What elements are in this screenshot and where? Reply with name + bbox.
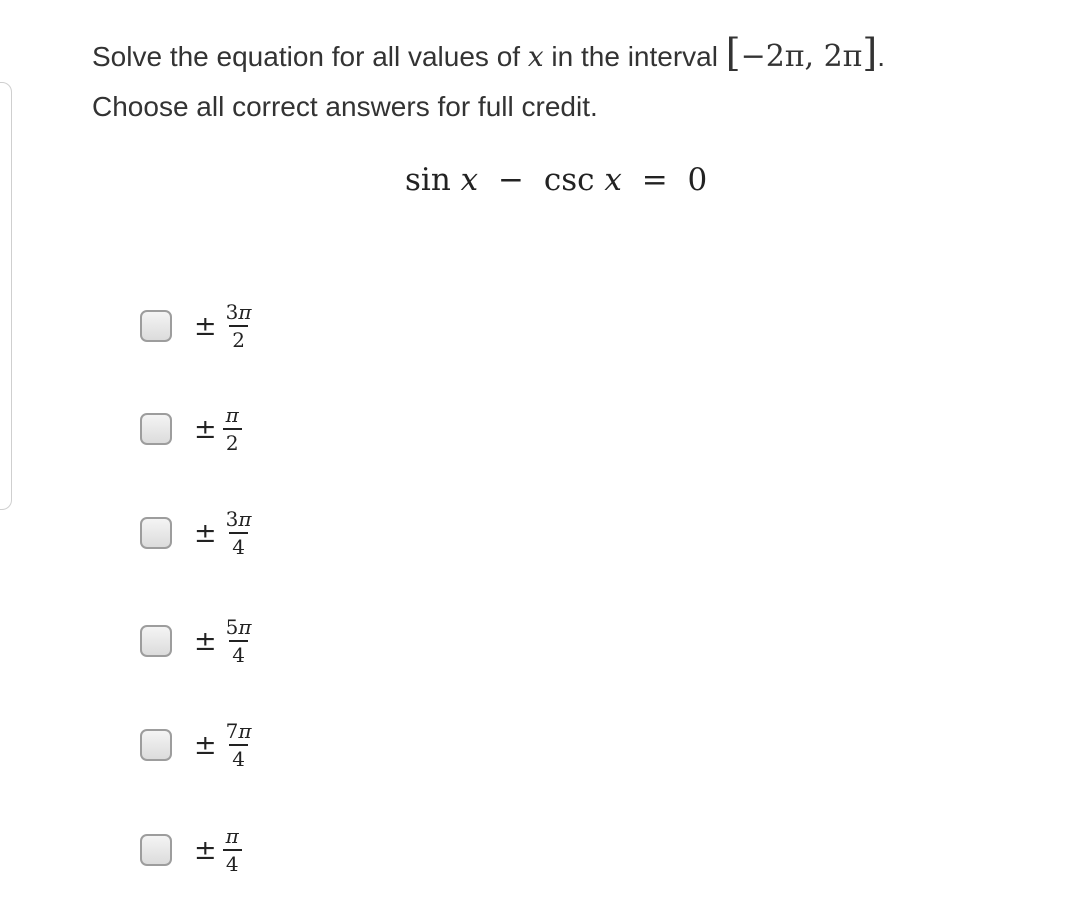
question-variable: x: [527, 40, 544, 73]
interval-open-bracket: [: [725, 31, 741, 75]
question-period: .: [877, 41, 886, 72]
numerator-coefficient: 5: [225, 615, 239, 639]
interval-close-bracket: ]: [862, 31, 878, 75]
numerator-coefficient: 7: [225, 719, 239, 743]
answer-option-6[interactable]: [140, 820, 242, 880]
fraction-denominator: 4: [229, 640, 248, 666]
question-prompt: [92, 28, 1052, 132]
fraction: [223, 301, 255, 351]
side-panel-edge: [0, 82, 12, 510]
fraction-numerator: [223, 616, 255, 640]
equation-var-2: x: [604, 162, 622, 198]
answer-checkbox[interactable]: [140, 310, 172, 342]
fraction: [223, 720, 255, 770]
equation: [405, 162, 707, 198]
pi-symbol: π: [225, 824, 239, 848]
answer-option-3[interactable]: [140, 503, 255, 563]
plus-minus-sign: ±: [194, 625, 217, 657]
plus-minus-sign: ±: [194, 413, 217, 445]
answer-option-2[interactable]: [140, 399, 242, 459]
equation-equals: =: [641, 162, 668, 198]
question-line-1: [92, 28, 1052, 82]
fraction-denominator: 2: [223, 428, 242, 454]
question-text-middle: in the interval: [551, 41, 718, 72]
fraction-denominator: 4: [229, 744, 248, 770]
equation-minus: −: [498, 162, 524, 198]
answer-option-5[interactable]: [140, 715, 255, 775]
answer-checkbox[interactable]: [140, 834, 172, 866]
answer-checkbox[interactable]: [140, 517, 172, 549]
answer-option-1[interactable]: [140, 296, 255, 356]
plus-minus-sign: ±: [194, 310, 217, 342]
numerator-coefficient: 3: [225, 507, 239, 531]
interval-expression: [725, 31, 878, 75]
pi-symbol: π: [225, 403, 239, 427]
equation-func-csc: csc: [543, 162, 595, 198]
fraction-denominator: 4: [223, 849, 242, 875]
fraction-numerator: [223, 508, 255, 532]
answer-checkbox[interactable]: [140, 625, 172, 657]
equation-func-sin: sin: [405, 162, 451, 198]
pi-symbol: π: [238, 719, 252, 743]
answer-checkbox[interactable]: [140, 413, 172, 445]
equation-var-1: x: [460, 162, 479, 198]
pi-symbol: π: [238, 507, 252, 531]
fraction-numerator: [223, 825, 242, 849]
plus-minus-sign: ±: [194, 729, 217, 761]
fraction-numerator: [223, 404, 242, 428]
pi-symbol: π: [238, 300, 252, 324]
equation-rhs: 0: [687, 162, 708, 198]
answer-option-4[interactable]: [140, 611, 255, 671]
interval-body: −2π, 2π: [740, 39, 863, 74]
fraction: [223, 825, 242, 875]
fraction: [223, 404, 242, 454]
fraction-denominator: 2: [229, 325, 248, 351]
fraction: [223, 616, 255, 666]
pi-symbol: π: [238, 615, 252, 639]
answer-checkbox[interactable]: [140, 729, 172, 761]
fraction-denominator: 4: [229, 532, 248, 558]
fraction: [223, 508, 255, 558]
plus-minus-sign: ±: [194, 517, 217, 549]
fraction-numerator: [223, 720, 255, 744]
question-line-2: Choose all correct answers for full credit.: [92, 91, 598, 122]
plus-minus-sign: ±: [194, 834, 217, 866]
numerator-coefficient: 3: [225, 300, 239, 324]
fraction-numerator: [223, 301, 255, 325]
question-text: Solve the equation for all values of: [92, 41, 521, 72]
